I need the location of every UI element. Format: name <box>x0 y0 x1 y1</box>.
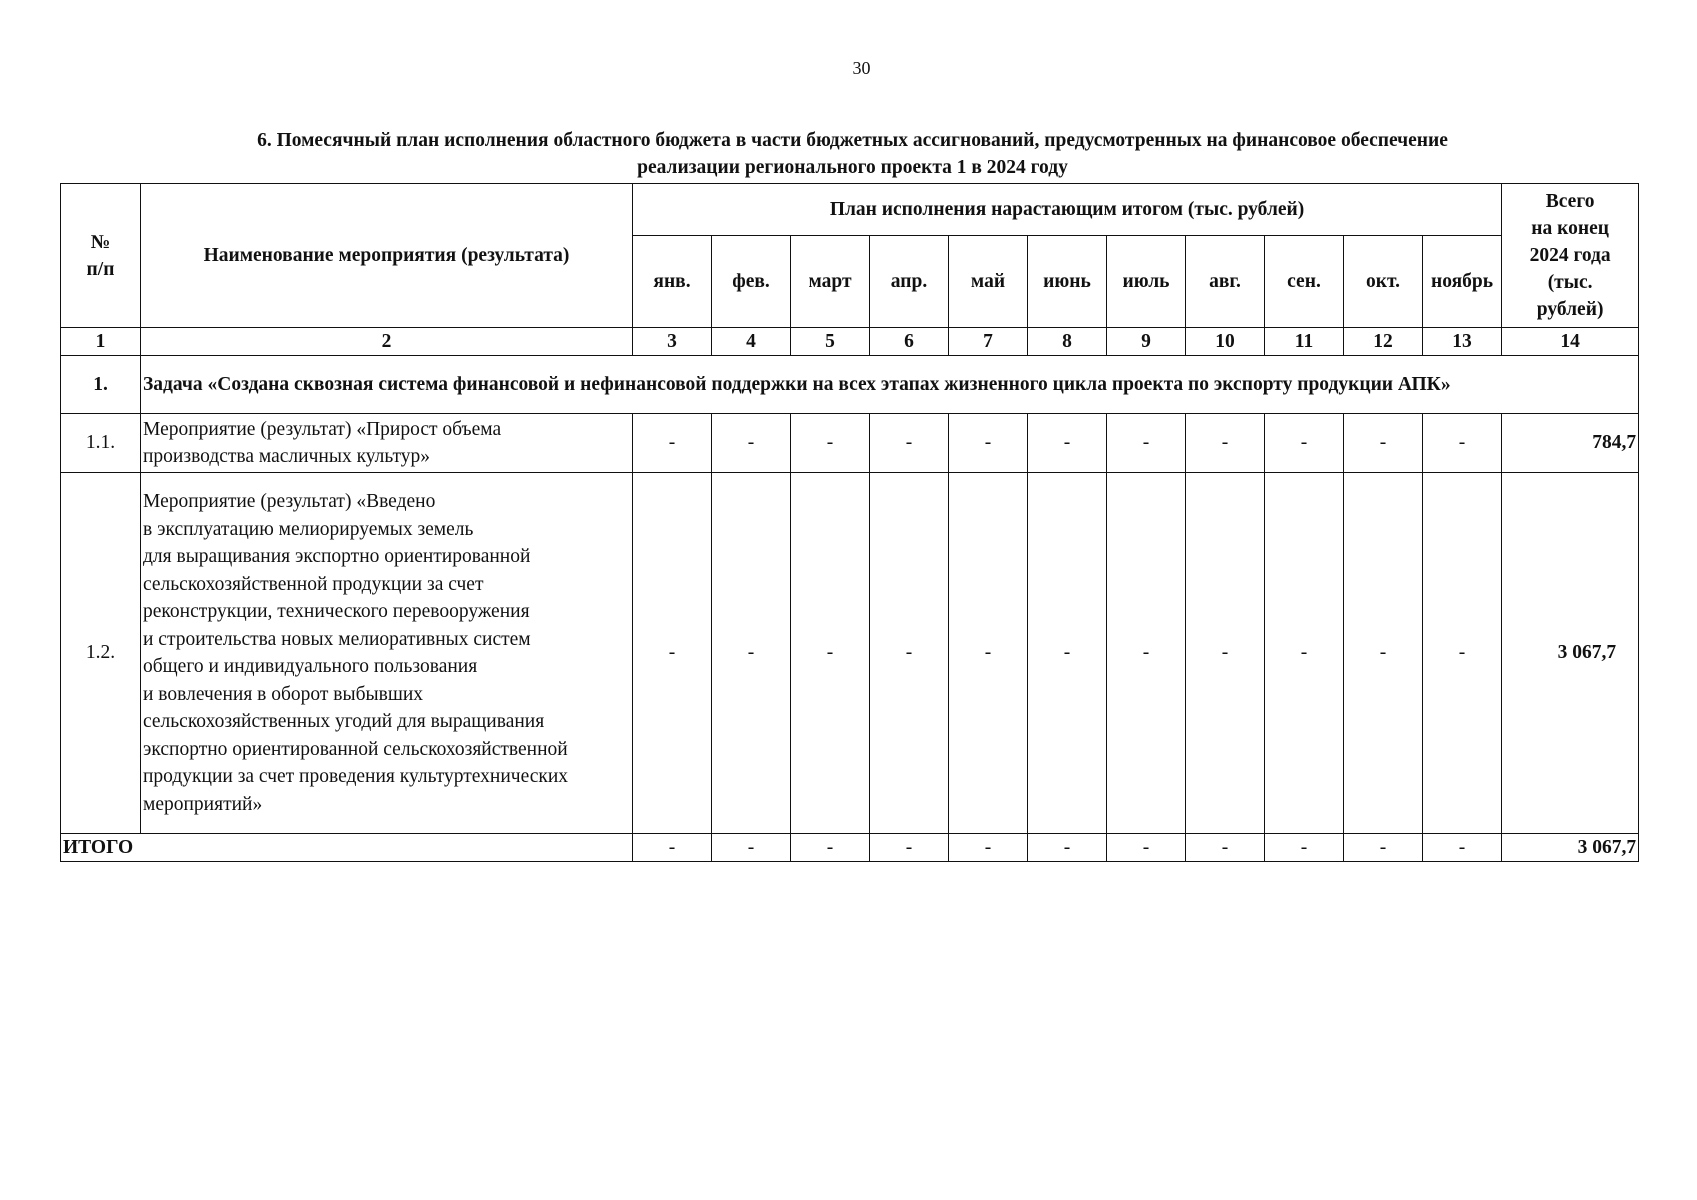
row-name-line: и строительства новых мелиоративных систем <box>143 628 531 650</box>
itogo-label: ИТОГО <box>61 834 633 862</box>
document-title-line-1: 6. Помесячный план исполнения областного бюджета в части бюджетных ассигнований, предусмотренных на финансовое обеспечение <box>257 130 1448 151</box>
column-number: 9 <box>1107 328 1186 356</box>
row-name <box>141 473 633 834</box>
column-number: 3 <box>633 328 712 356</box>
column-number: 2 <box>141 328 633 356</box>
header-total-line-5: рублей) <box>1536 299 1604 320</box>
monthly-value: - <box>1107 473 1186 834</box>
row-name-line: мероприятий» <box>143 793 263 815</box>
monthly-value: - <box>870 414 949 473</box>
itogo-monthly-value: - <box>1107 834 1186 862</box>
column-number: 7 <box>949 328 1028 356</box>
itogo-monthly-value: - <box>633 834 712 862</box>
row-name-line: Мероприятие (результат) «Прирост объема <box>143 418 502 440</box>
month-header: янв. <box>633 236 712 328</box>
row-total: 784,7 <box>1502 414 1639 473</box>
monthly-value: - <box>1344 414 1423 473</box>
monthly-value: - <box>1186 414 1265 473</box>
page-number: 30 <box>852 58 871 78</box>
itogo-monthly-value: - <box>1423 834 1502 862</box>
header-num <box>61 184 141 328</box>
monthly-value: - <box>791 473 870 834</box>
header-row-1 <box>61 184 1639 236</box>
row-name <box>141 414 633 473</box>
column-number: 1 <box>61 328 141 356</box>
row-total: 3 067,7 <box>1502 473 1639 834</box>
table-row <box>61 414 1639 473</box>
column-number: 4 <box>712 328 791 356</box>
header-total-line-2: на конец <box>1531 218 1609 239</box>
task-number: 1. <box>61 356 141 414</box>
monthly-value: - <box>1186 473 1265 834</box>
itogo-total: 3 067,7 <box>1502 834 1639 862</box>
budget-plan-table <box>60 183 1639 862</box>
column-number: 11 <box>1265 328 1344 356</box>
itogo-monthly-value: - <box>1028 834 1107 862</box>
monthly-value: - <box>633 473 712 834</box>
row-name-line: производства масличных культур» <box>143 446 431 467</box>
table-row <box>61 473 1639 834</box>
column-number: 14 <box>1502 328 1639 356</box>
header-plan-group: План исполнения нарастающим итогом (тыс. рублей) <box>633 184 1502 236</box>
monthly-value: - <box>1028 473 1107 834</box>
task-row <box>61 356 1639 414</box>
month-header: ноябрь <box>1423 236 1502 328</box>
month-header: апр. <box>870 236 949 328</box>
row-name-line: Мероприятие (результат) «Введено <box>143 491 436 512</box>
monthly-value: - <box>633 414 712 473</box>
row-name-line: продукции за счет проведения культуртехнических <box>143 766 569 787</box>
header-total-line-1: Всего <box>1545 191 1595 212</box>
month-header: май <box>949 236 1028 328</box>
monthly-value: - <box>949 473 1028 834</box>
column-number: 5 <box>791 328 870 356</box>
monthly-value: - <box>1423 414 1502 473</box>
header-name: Наименование мероприятия (результата) <box>141 184 633 328</box>
monthly-value: - <box>712 414 791 473</box>
column-numbers-row <box>61 328 1639 356</box>
monthly-value: - <box>712 473 791 834</box>
column-number: 12 <box>1344 328 1423 356</box>
itogo-monthly-value: - <box>870 834 949 862</box>
row-name-line: экспортно ориентированной сельскохозяйственной <box>143 738 568 760</box>
column-number: 13 <box>1423 328 1502 356</box>
header-total-line-4: (тыс. <box>1547 272 1593 293</box>
column-number: 8 <box>1028 328 1107 356</box>
document-title <box>60 127 1645 181</box>
itogo-monthly-value: - <box>1344 834 1423 862</box>
itogo-monthly-value: - <box>1186 834 1265 862</box>
monthly-value: - <box>1265 414 1344 473</box>
monthly-value: - <box>870 473 949 834</box>
column-number: 6 <box>870 328 949 356</box>
monthly-value: - <box>1107 414 1186 473</box>
header-num-line-2: п/п <box>86 258 115 280</box>
row-name-line: реконструкции, технического перевооружения <box>143 601 530 622</box>
row-name-line: для выращивания экспортно ориентированной <box>143 546 531 567</box>
month-header: окт. <box>1344 236 1423 328</box>
row-name-line: в эксплуатацию мелиорируемых земель <box>143 518 474 540</box>
header-total <box>1502 184 1639 328</box>
row-name-line: сельскохозяйственной продукции за счет <box>143 573 484 595</box>
row-number: 1.2. <box>61 473 141 834</box>
itogo-monthly-value: - <box>949 834 1028 862</box>
row-name-line: и вовлечения в оборот выбывших <box>143 683 424 705</box>
column-number: 10 <box>1186 328 1265 356</box>
month-header: фев. <box>712 236 791 328</box>
row-name-line: общего и индивидуального пользования <box>143 656 478 677</box>
itogo-monthly-value: - <box>1265 834 1344 862</box>
itogo-monthly-value: - <box>712 834 791 862</box>
task-text: Задача «Создана сквозная система финансовой и нефинансовой поддержки на всех этапах жизненного цикла проекта по экспорту продукции АПК» <box>141 356 1639 414</box>
row-name-line: сельскохозяйственных угодий для выращивания <box>143 711 545 732</box>
document-title-line-2: реализации регионального проекта 1 в 2024 году <box>637 157 1068 178</box>
header-total-line-3: 2024 года <box>1529 245 1611 266</box>
itogo-row <box>61 834 1639 862</box>
month-header: март <box>791 236 870 328</box>
month-header: июнь <box>1028 236 1107 328</box>
header-num-line-1: № <box>90 231 111 253</box>
itogo-monthly-value: - <box>791 834 870 862</box>
monthly-value: - <box>949 414 1028 473</box>
monthly-value: - <box>1028 414 1107 473</box>
month-header: июль <box>1107 236 1186 328</box>
monthly-value: - <box>791 414 870 473</box>
monthly-value: - <box>1423 473 1502 834</box>
monthly-value: - <box>1265 473 1344 834</box>
row-number: 1.1. <box>61 414 141 473</box>
month-header: сен. <box>1265 236 1344 328</box>
month-header: авг. <box>1186 236 1265 328</box>
monthly-value: - <box>1344 473 1423 834</box>
